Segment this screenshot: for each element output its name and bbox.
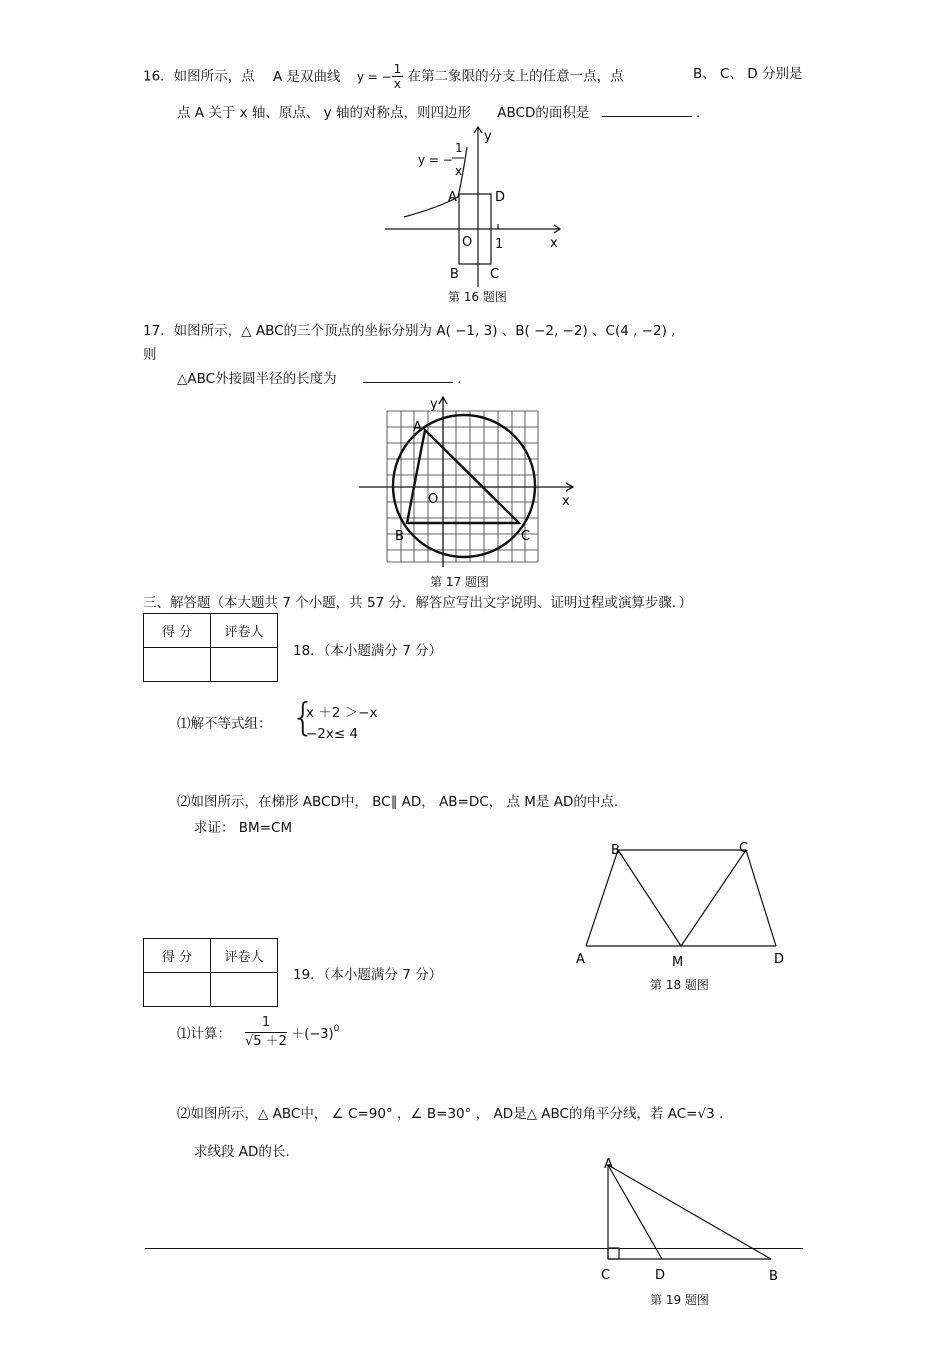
q17-label-b: B: [395, 529, 404, 544]
q17-triangle: [407, 430, 519, 523]
q17-line2: [177, 367, 461, 387]
q16-eq-den: x: [393, 77, 402, 91]
q18-label-d: D: [774, 952, 785, 967]
q16-label-b: B: [450, 267, 459, 282]
q16-text-line2b: ABCD的面积是: [497, 105, 590, 121]
q17-caption: 第 17 题图: [430, 575, 489, 589]
q17-text-line2: △ABC外接圆半径的长度为: [177, 371, 337, 387]
q16-period: .: [695, 105, 701, 121]
q19-caption: 第 19 题图: [650, 1293, 709, 1307]
q16-curve-num: 1: [455, 141, 463, 155]
q16-label-y: y: [484, 129, 492, 144]
q16-text-d: B、 C、 D 分别是: [693, 66, 803, 82]
q16-label-o: O: [462, 235, 473, 250]
q16-figure: [380, 122, 570, 290]
q16-curve-lhs: y = −: [418, 153, 453, 167]
q19-label-b: B: [769, 1269, 778, 1284]
q18-prove: 求证： BM=CM: [194, 820, 293, 836]
q17-label-x: x: [562, 494, 570, 509]
q17-period: .: [457, 371, 462, 387]
q19-ask: 求线段 AD的长.: [194, 1144, 290, 1160]
section3-heading: 三、解答题（本大题共 7 个小题，共 57 分．解答应写出文字说明、证明过程或演算步骤．）: [143, 595, 693, 611]
q16-curve-den: x: [455, 164, 463, 178]
q18-ineq2: −2x≤ 4: [306, 726, 359, 742]
q19-label-c: C: [601, 1268, 611, 1283]
q17-figure: [355, 392, 580, 572]
q19-part1-label: ⑴计算：: [177, 1026, 231, 1042]
q18-part1-label: ⑴解不等式组：: [177, 716, 272, 732]
q17-answer-blank[interactable]: [363, 382, 453, 383]
q18-score-table: [143, 613, 278, 682]
q17-label-a: A: [413, 420, 422, 435]
q18-label-c: C: [739, 841, 749, 856]
q19-calc: [245, 1014, 339, 1051]
q16-label-c: C: [490, 267, 500, 282]
q17-line1b: 则: [143, 347, 157, 363]
q18-score-cell[interactable]: [144, 648, 211, 682]
q16-label-x: x: [550, 236, 558, 251]
q19-grader-header: 评卷人: [211, 939, 278, 973]
q16-eq-lhs: y = −: [356, 69, 392, 84]
q16-eq-num: 1: [393, 62, 402, 76]
q16-text-c: 在第二象限的分支上的任意一点，点: [407, 68, 624, 85]
q19-label-a: A: [604, 1157, 613, 1172]
q19-figure: [595, 1153, 785, 1285]
q17-label-c: C: [521, 529, 531, 544]
q19-calc-exp: 0: [333, 1024, 340, 1034]
q18-label-a: A: [576, 952, 585, 967]
q16-caption: 第 16 题图: [448, 290, 507, 304]
q16-line2: [177, 101, 700, 121]
q16-answer-blank[interactable]: [602, 116, 692, 117]
q19-part2: ⑵如图所示，△ ABC中， ∠ C=90° ，∠ B=30° ， AD是△ ABC的角平分线，若 AC=√3 .: [177, 1106, 724, 1122]
q19-calc-fraction: [245, 1014, 287, 1051]
q16-text-a: 16．如图所示，点: [143, 68, 255, 85]
q16-line1: [143, 62, 624, 91]
q16-eq-fraction: [392, 62, 404, 91]
q19-grader-cell[interactable]: [211, 973, 278, 1007]
q16-label-a: A: [448, 190, 457, 205]
q19-score-header: 得 分: [144, 939, 211, 973]
q19-calc-num: 1: [245, 1014, 287, 1033]
q19-label-d: D: [655, 1268, 666, 1283]
q19-title: 19．（本小题满分 7 分）: [293, 967, 443, 983]
q17-label-y: y: [430, 397, 438, 412]
q16-text-b: A 是双曲线: [272, 68, 341, 85]
q18-part2: ⑵如图所示，在梯形 ABCD中， BC∥ AD， AB=DC， 点 M是 AD的中点.: [177, 794, 619, 810]
q16-equation: [356, 62, 408, 91]
q18-brace: {: [291, 695, 316, 739]
q17-line1: 17．如图所示，△ ABC的三个顶点的坐标分别为 A( −1, 3) 、B( −2, −2) 、C(4 , −2) ,: [143, 323, 676, 339]
q18-caption: 第 18 题图: [650, 978, 709, 992]
q18-title: 18．（本小题满分 7 分）: [293, 643, 443, 659]
q18-ineq1: x ＋2 ＞−x: [306, 705, 378, 721]
q16-text-line2a: 点 A 关于 x 轴、原点、 y 轴的对称点，则四边形: [177, 105, 471, 121]
q18-label-b: B: [611, 843, 620, 858]
q18-score-header: 得 分: [144, 614, 211, 648]
q18-figure: [570, 836, 792, 968]
q17-label-o: O: [428, 492, 439, 507]
q16-label-one: 1: [495, 237, 504, 252]
q18-label-m: M: [672, 955, 684, 968]
q19-calc-rest: ＋(−3): [291, 1027, 334, 1042]
q18-grader-header: 评卷人: [211, 614, 278, 648]
q19-calc-den: √5 ＋2: [245, 1034, 287, 1049]
q19-score-cell[interactable]: [144, 973, 211, 1007]
q18-grader-cell[interactable]: [211, 648, 278, 682]
q16-label-d: D: [495, 190, 506, 205]
q19-score-table: [143, 938, 278, 1007]
